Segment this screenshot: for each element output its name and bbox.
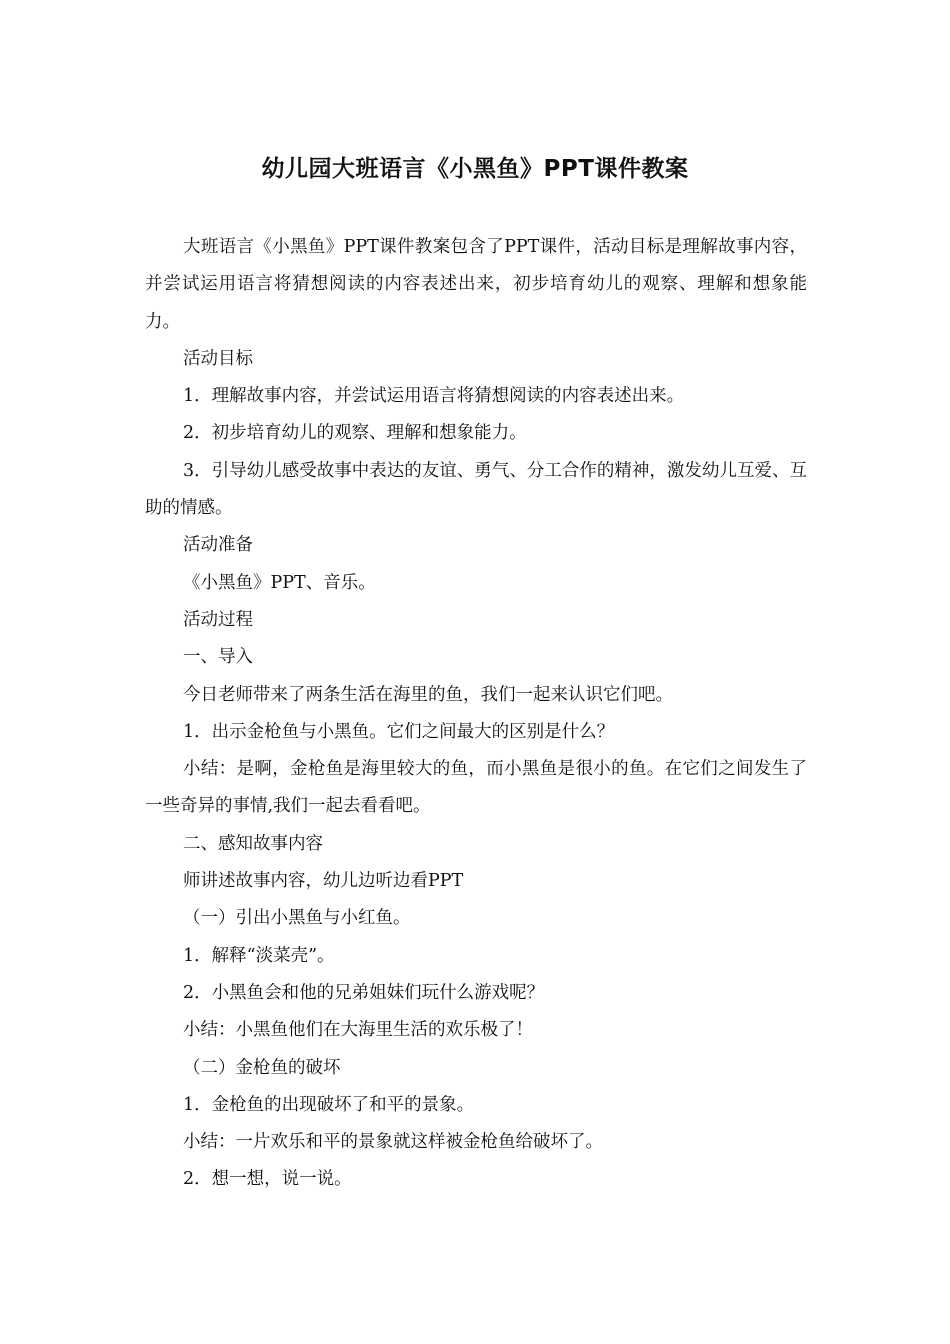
paragraph: 今日老师带来了两条生活在海里的鱼，我们一起来认识它们吧。 — [183, 684, 673, 705]
section-heading-goals: 活动目标 — [183, 348, 253, 369]
preparation-text: 《小黑鱼》PPT、音乐。 — [183, 572, 376, 593]
subsection-heading: （一）引出小黑鱼与小红鱼。 — [183, 908, 411, 929]
paragraph: 1．出示金枪鱼与小黑鱼。它们之间最大的区别是什么？ — [183, 721, 615, 742]
paragraph: 师讲述故事内容，幼儿边听边看PPT — [183, 871, 464, 892]
paragraph: 2．想一想，说一说。 — [183, 1169, 352, 1190]
paragraph: 1．金枪鱼的出现破坏了和平的景象。 — [183, 1094, 475, 1115]
intro-paragraph: 大班语言《小黑鱼》PPT课件教案包含了PPT课件，活动目标是理解故事内容，并尝试运用语言将猜想阅读的内容表述出来，初步培育幼儿的观察、理解和想象能力。 — [145, 237, 807, 332]
paragraph: 2．小黑鱼会和他的兄弟姐妹们玩什么游戏呢？ — [183, 982, 545, 1003]
document-title: 幼儿园大班语言《小黑鱼》PPT课件教案 — [261, 156, 689, 182]
goal-item-3: 3．引导幼儿感受故事中表达的友谊、勇气、分工合作的精神，激发幼儿互爱、互助的情感。 — [145, 460, 807, 519]
section-heading-process: 活动过程 — [183, 609, 253, 630]
document-body — [145, 229, 807, 1199]
subsection-heading: （二）金枪鱼的破坏 — [183, 1057, 341, 1078]
summary-paragraph: 小结：一片欢乐和平的景象就这样被金枪鱼给破坏了。 — [183, 1132, 603, 1153]
goal-item-2: 2．初步培育幼儿的观察、理解和想象能力。 — [183, 423, 527, 444]
summary-paragraph: 小结：是啊，金枪鱼是海里较大的鱼，而小黑鱼是很小的鱼。在它们之间发生了一些奇异的事情,我们一起去看看吧。 — [145, 759, 807, 817]
paragraph: 1．解释“淡菜壳”。 — [183, 945, 335, 966]
section-heading-preparation: 活动准备 — [183, 535, 253, 556]
goal-item-1: 1．理解故事内容，并尝试运用语言将猜想阅读的内容表述出来。 — [183, 386, 685, 407]
summary-paragraph: 小结：小黑鱼他们在大海里生活的欢乐极了！ — [183, 1020, 533, 1041]
step-heading-intro: 一、导入 — [183, 647, 253, 668]
step-heading-story: 二、感知故事内容 — [183, 833, 323, 854]
